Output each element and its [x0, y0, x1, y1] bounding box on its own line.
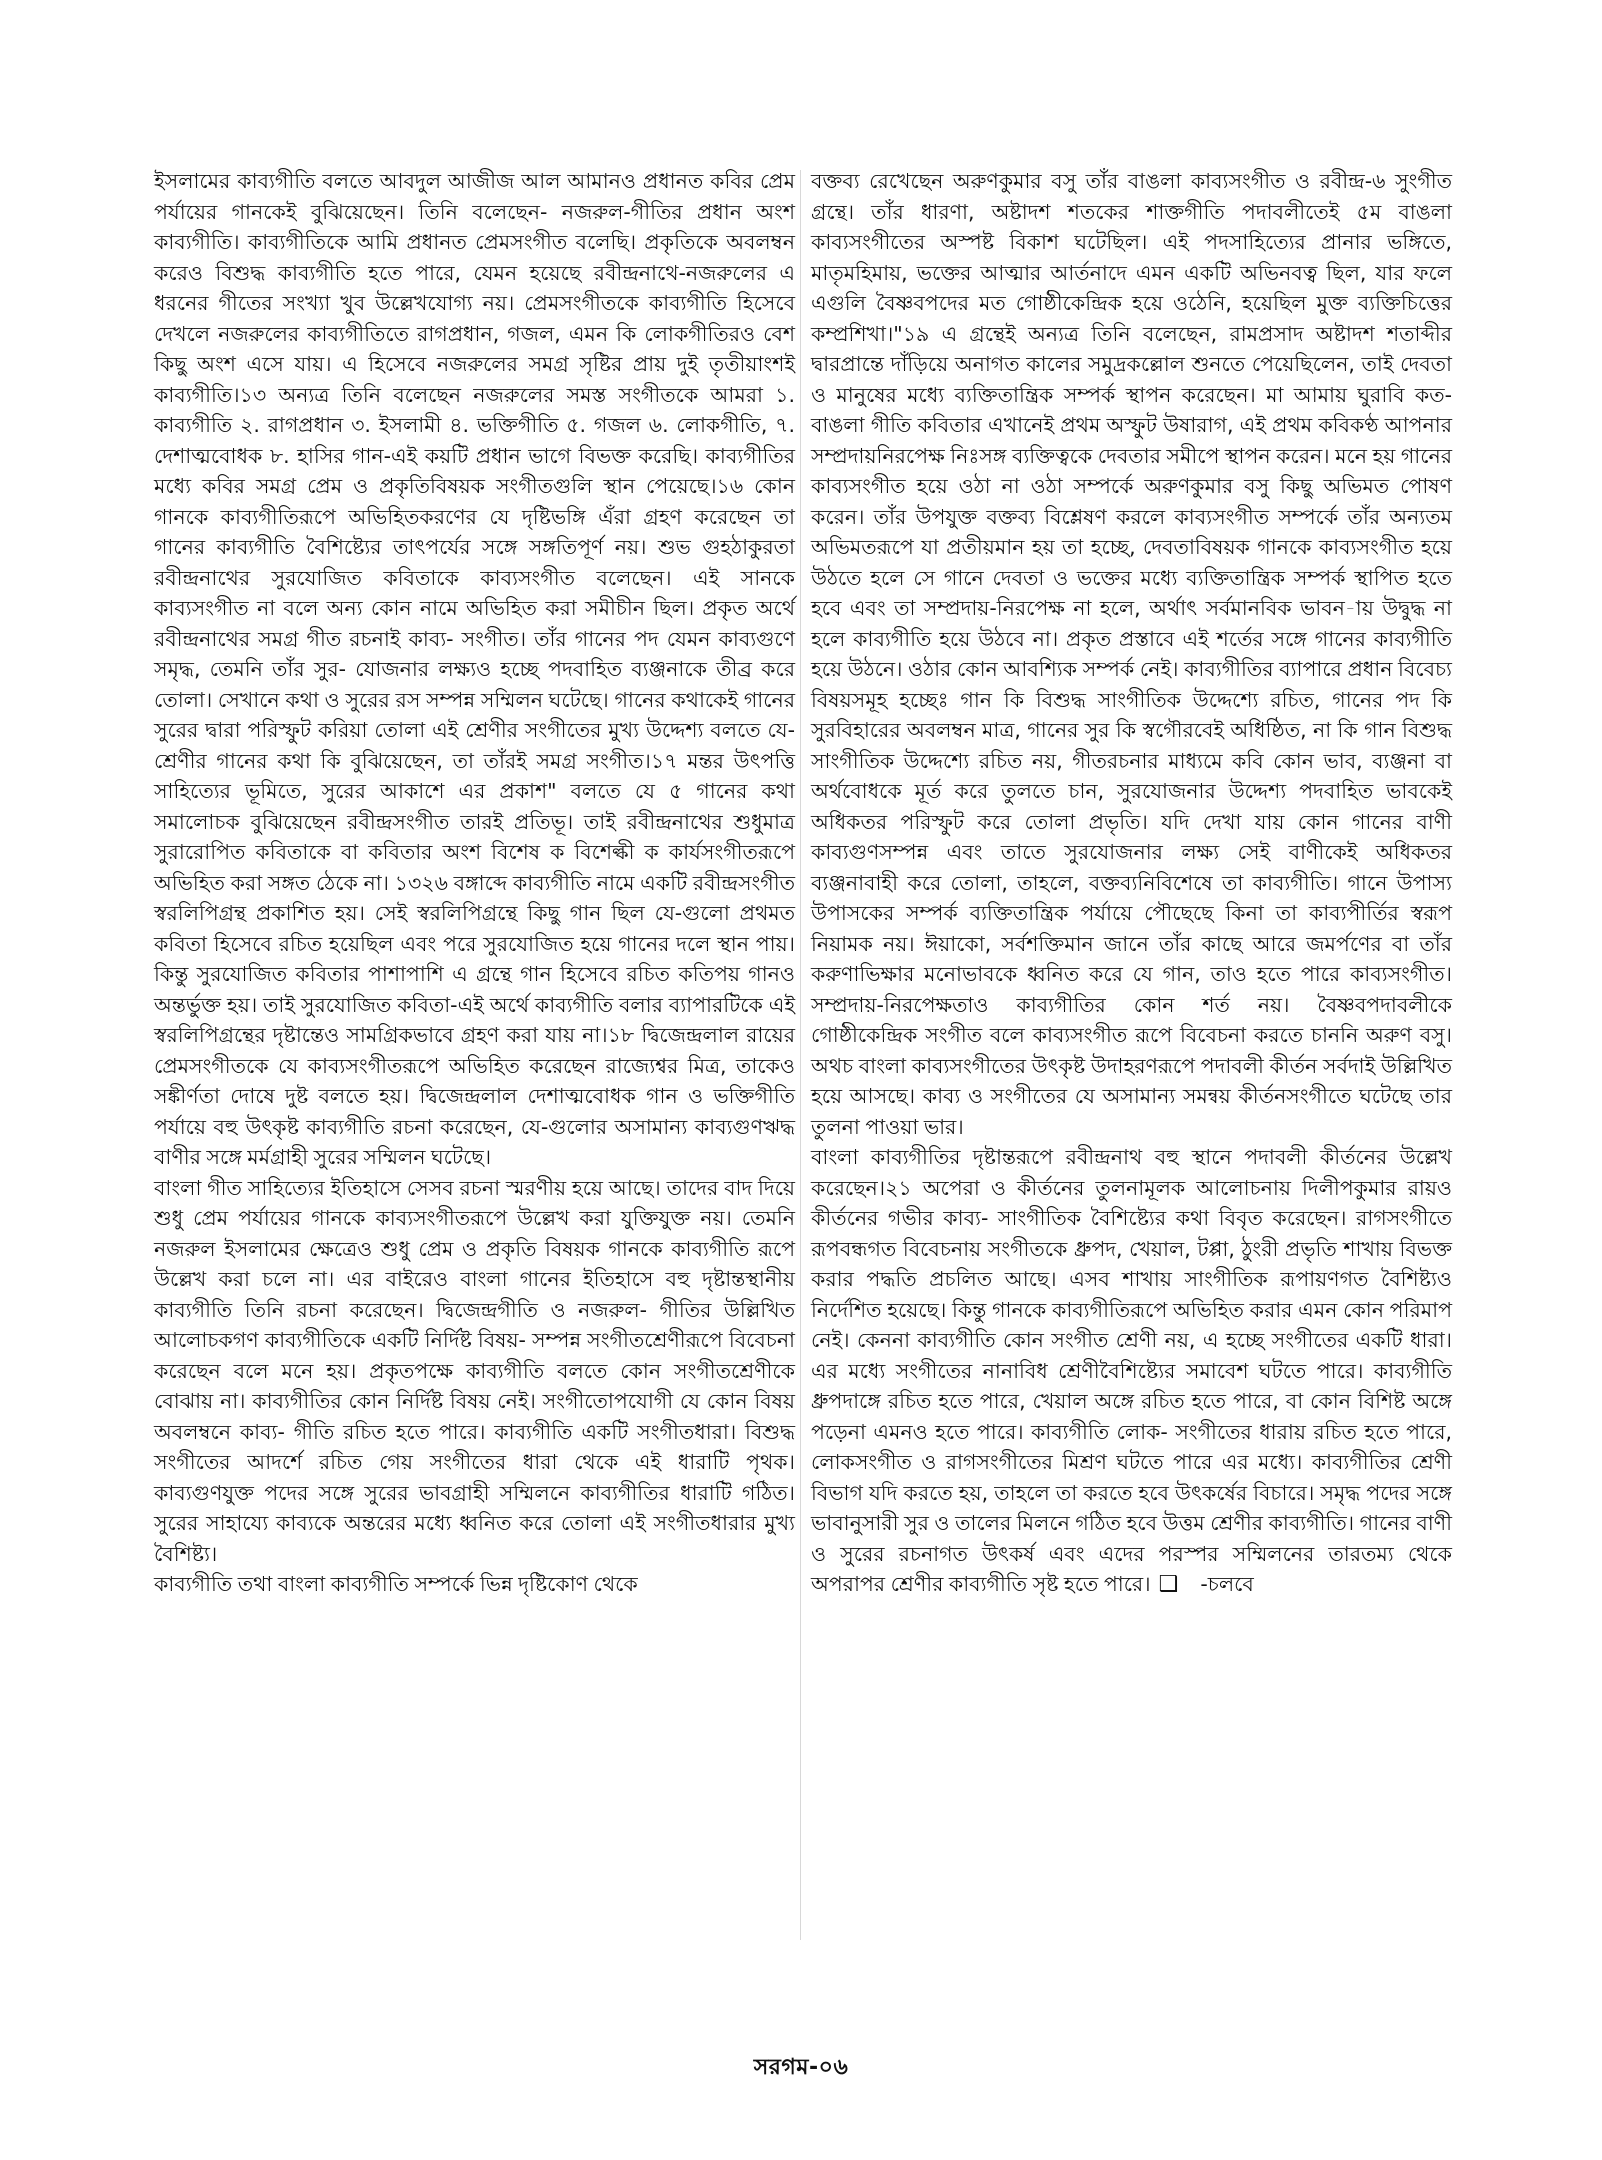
- page-number-footer: সরগম-০৬: [753, 2055, 849, 2080]
- left-paragraph-2: বাংলা গীত সাহিত্যের ইতিহাসে সেসব রচনা স্মরণীয় হয়ে আছে। তাদের বাদ দিয়ে শুধু প্রেম পর্যায়ের গানকে কাব্যসংগীতরূপে উল্লেখ করা যুক্তিযুক্ত নয়। তেমনি নজরুল ইসলামের ক্ষেত্রেও শুধু প্রেম ও প্রকৃতি বিষয়ক গানকে কাব্যগীতি রূপে উল্লেখ করা চলে না। এর বাইরেও বাংলা গানের ইতিহাসে বহু দৃষ্টান্তস্থানীয় কাব্যগীতি তিনি রচনা করেছেন। দ্বিজেন্দ্রগীতি ও নজরুল- গীতির উল্লিখিত আলোচকগণ কাব্যগীতিকে একটি নির্দিষ্ট বিষয়- সম্পন্ন সংগীতশ্রেণীরূপে বিবেচনা করেছেন বলে মনে হয়। প্রকৃতপক্ষে কাব্যগীতি বলতে কোন সংগীতশ্রেণীকে বোঝায় না। কাব্যগীতির কোন নির্দিষ্ট বিষয় নেই। সংগীতোপযোগী যে কোন বিষয় অবলম্বনে কাব্য- গীতি রচিত হতে পারে। কাব্যগীতি একটি সংগীতধারা। বিশুদ্ধ সংগীতের আদর্শে রচিত গেয় সংগীতের ধারা থেকে এই ধারাটি পৃথক। কাব্যগুণযুক্ত পদের সঙ্গে সুরের ভাবগ্রাহী সম্মিলনে কাব্যগীতির ধারাটি গঠিত। সুরের সাহায্যে কাব্যকে অন্তরের মধ্যে ধ্বনিত করে তোলা এই সংগীতধারার মুখ্য বৈশিষ্ট্য।: [154, 1175, 795, 1566]
- end-square-icon: ❑: [1158, 1572, 1179, 1597]
- left-paragraph-1: ইসলামের কাব্যগীতি বলতে আবদুল আজীজ আল আমানও প্রধানত কবির প্রেম পর্যায়ের গানকেই বুঝিয়েছেন। তিনি বলেছেন- নজরুল-গীতির প্রধান অংশ কাব্যগীতি। কাব্যগীতিকে আমি প্রধানত প্রেমসংগীত বলেছি। প্রকৃতিকে অবলম্বন করেও বিশুদ্ধ কাব্যগীতি হতে পারে, যেমন হয়েছে রবীন্দ্রনাথে-নজরুলের এ ধরনের গীতের সংখ্যা খুব উল্লেখযোগ্য নয়। প্রেমসংগীতকে কাব্যগীতি হিসেবে দেখলে নজরুলের কাব্যগীতিতে রাগপ্রধান, গজল, এমন কি লোকগীতিরও বেশ কিছু অংশ এসে যায়। এ হিসেবে নজরুলের সমগ্র সৃষ্টির প্রায় দুই তৃতীয়াংশই কাব্যগীতি।১৩ অন্যত্র তিনি বলেছেন নজরুলের সমস্ত সংগীতকে আমরা ১. কাব্যগীতি ২. রাগপ্রধান ৩. ইসলামী ৪. ভক্তিগীতি ৫. গজল ৬. লোকগীতি, ৭. দেশাত্মবোধক ৮. হাসির গান-এই কয়টি প্রধান ভাগে বিভক্ত করেছি। কাব্যগীতির মধ্যে কবির সমগ্র প্রেম ও প্রকৃতিবিষয়ক সংগীতগুলি স্থান পেয়েছে।১৬ কোন গানকে কাব্যগীতিরূপে অভিহিতকরণের যে দৃষ্টিভঙ্গি এঁরা গ্রহণ করেছেন তা গানের কাব্যগীতি বৈশিষ্ট্যের তাৎপর্যের সঙ্গে সঙ্গতিপূর্ণ নয়। শুভ গুহঠাকুরতা রবীন্দ্রনাথের সুরযোজিত কবিতাকে কাব্যসংগীত বলেছেন। এই সানকে কাব্যসংগীত না বলে অন্য কোন নামে অভিহিত করা সমীচীন ছিল। প্রকৃত অর্থে রবীন্দ্রনাথের সমগ্র গীত রচনাই কাব্য- সংগীত। তাঁর গানের পদ যেমন কাব্যগুণে সমৃদ্ধ, তেমনি তাঁর সুর- যোজনার লক্ষ্যও হচ্ছে পদবাহিত ব্যঞ্জনাকে তীব্র করে তোলা। সেখানে কথা ও সুরের রস সম্পন্ন সম্মিলন ঘটেছে। গানের কথাকেই গানের সুরের দ্বারা পরিস্ফুট করিয়া তোলা এই শ্রেণীর সংগীতের মুখ্য উদ্দেশ্য বলতে যে-শ্রেণীর গানের কথা কি বুঝিয়েছেন, তা তাঁরই সমগ্র সংগীত।১৭ মন্তর উৎপত্তি সাহিত্যের ভূমিতে, সুরের আকাশে এর প্রকাশ" বলতে যে ৫ গানের কথা সমালোচক বুঝিয়েছেন রবীন্দ্রসংগীত তারই প্রতিভূ। তাই রবীন্দ্রনাথের শুধুমাত্র সুরারোপিত কবিতাকে বা কবিতার অংশ বিশেষ ক বিশেল্কী ক কার্যসংগীতরূপে অভিহিত করা সঙ্গত ঠেকে না। ১৩২৬ বঙ্গাব্দে কাব্যগীতি নামে একটি রবীন্দ্রসংগীত স্বরলিপিগ্রন্থ প্রকাশিত হয়। সেই স্বরলিপিগ্রন্থে কিছু গান ছিল যে-গুলো প্রথমত কবিতা হিসেবে রচিত হয়েছিল এবং পরে সুরযোজিত হয়ে গানের দলে স্থান পায়। কিন্তু সুরযোজিত কবিতার পাশাপাশি এ গ্রন্থে গান হিসেবে রচিত কতিপয় গানও অন্তর্ভুক্ত হয়। তাই সুরযোজিত কবিতা-এই অর্থে কাব্যগীতি বলার ব্যাপারটিকে এই স্বরলিপিগ্রন্থের দৃষ্টান্তেও সামগ্রিকভাবে গ্রহণ করা যায় না।১৮ দ্বিজেন্দ্রলাল রায়ের প্রেমসংগীতকে যে কাব্যসংগীতরূপে অভিহিত করেছেন রাজ্যেশ্বর মিত্র, তাকেও সঙ্কীর্ণতা দোষে দুষ্ট বলতে হয়। দ্বিজেন্দ্রলাল দেশাত্মবোধক গান ও ভক্তিগীতি পর্যায়ে বহু উৎকৃষ্ট কাব্যগীতি রচনা করেছেন, যে-গুলোর অসামান্য কাব্যগুণঋদ্ধ বাণীর সঙ্গে মর্মগ্রাহী সুরের সম্মিলন ঘটেছে।: [154, 169, 795, 1169]
- column-divider: [800, 170, 801, 1940]
- right-paragraph-1: বক্তব্য রেখেছেন অরুণকুমার বসু তাঁর বাঙলা কাব্যসংগীত ও রবীন্দ্র-৬ সুংগীত গ্রন্থে। তাঁর ধারণা, অষ্টাদশ শতকের শাক্তগীতি পদাবলীতেই ৫ম বাঙলা কাব্যসংগীতের অস্পষ্ট বিকাশ ঘটেছিল। এই পদসাহিত্যের প্রানার ভঙ্গিতে, মাতৃমহিমায়, ভক্তের আত্মার আর্তনাদে এমন একটি অভিনবত্ব ছিল, যার ফলে এগুলি বৈষ্ণবপদের মত গোষ্ঠীকেন্দ্রিক হয়ে ওঠেনি, হয়েছিল মুক্ত ব্যক্তিচিত্তের কম্প্রশিখা।"১৯ এ গ্রন্থেই অন্যত্র তিনি বলেছেন, রামপ্রসাদ অষ্টাদশ শতাব্দীর দ্বারপ্রান্তে দাঁড়িয়ে অনাগত কালের সমুদ্রকল্লোল শুনতে পেয়েছিলেন, তাই দেবতা ও মানুষের মধ্যে ব্যক্তিতান্ত্রিক সম্পর্ক স্থাপন করেছেন। মা আমায় ঘুরাবি কত-বাঙলা গীতি কবিতার এখানেই প্রথম অস্ফুট উষারাগ, এই প্রথম কবিকণ্ঠ আপনার সম্প্রদায়নিরপেক্ষ নিঃসঙ্গ ব্যক্তিত্বকে দেবতার সমীপে স্থাপন করেন। মনে হয় গানের কাব্যসংগীত হয়ে ওঠা না ওঠা সম্পর্কে অরুণকুমার বসু কিছু অভিমত পোষণ করেন। তাঁর উপযুক্ত বক্তব্য বিশ্লেষণ করলে কাব্যসংগীত সম্পর্কে তাঁর অন্যতম অভিমতরূপে যা প্রতীয়মান হয় তা হচ্ছে, দেবতাবিষয়ক গানকে কাব্যসংগীত হয়ে উঠতে হলে সে গানে দেবতা ও ভক্তের মধ্যে ব্যক্তিতান্ত্রিক সম্পর্ক স্থাপিত হতে হবে এবং তা সম্প্রদায়-নিরপেক্ষ না হলে, অর্থাৎ সর্বমানবিক ভাবন-ায় উদ্বুদ্ধ না হলে কাব্যগীতি হয়ে উঠবে না। প্রকৃত প্রস্তাবে এই শর্তের সঙ্গে গানের কাব্যগীতি হয়ে উঠনে। ওঠার কোন আবশ্যিক সম্পর্ক নেই। কাব্যগীতির ব্যাপারে প্রধান বিবেচ্য বিষয়সমূহ হচ্ছেঃ গান কি বিশুদ্ধ সাংগীতিক উদ্দেশ্যে রচিত, গানের পদ কি সুরবিহারের অবলম্বন মাত্র, গানের সুর কি স্বগৌরবেই অধিষ্ঠিত, না কি গান বিশুদ্ধ সাংগীতিক উদ্দেশ্যে রচিত নয়, গীতরচনার মাধ্যমে কবি কোন ভাব, ব্যঞ্জনা বা অর্থবোধকে মূর্ত করে তুলতে চান, সুরযোজনার উদ্দেশ্য পদবাহিত ভাবকেই অধিকতর পরিস্ফুট করে তোলা প্রভৃতি। যদি দেখা যায় কোন গানের বাণী কাব্যগুণসম্পন্ন এবং তাতে সুরযোজনার লক্ষ্য সেই বাণীকেই অধিকতর ব্যঞ্জনাবাহী করে তোলা, তাহলে, বক্তব্যনিবিশেষে তা কাব্যগীতি। গানে উপাস্য উপাসকের সম্পর্ক ব্যক্তিতান্ত্রিক পর্যায়ে পৌছেছে কিনা তা কাব্যপীর্তির স্বরূপ নিয়ামক নয়। ঈয়াকো, সর্বশক্তিমান জানে তাঁর কাছে আরে জমর্পণের বা তাঁর করুণাভিক্ষার মনোভাবকে ধ্বনিত করে যে গান, তাও হতে পারে কাব্যসংগীত। সম্প্রদায়-নিরপেক্ষতাও কাব্যগীতির কোন শর্ত নয়। বৈষ্ণবপদাবলীকে গোষ্ঠীকেন্দ্রিক সংগীত বলে কাব্যসংগীত রূপে বিবেচনা করতে চাননি অরুণ বসু। অথচ বাংলা কাব্যসংগীতের উৎকৃষ্ট উদাহরণরূপে পদাবলী কীর্তন সর্বদাই উল্লিখিত হয়ে আসছে। কাব্য ও সংগীতের যে অসামান্য সমন্বয় কীর্তনসংগীতে ঘটেছে তার তুলনা পাওয়া ভার।: [811, 169, 1452, 1139]
- left-column: [154, 166, 795, 1600]
- left-paragraph-3: কাব্যগীতি তথা বাংলা কাব্যগীতি সম্পর্কে ভিন্ন দৃষ্টিকোণ থেকে: [154, 1572, 638, 1596]
- right-column: [811, 166, 1452, 1601]
- right-paragraph-2-text: বাংলা কাব্যগীতির দৃষ্টান্তরূপে রবীন্দ্রনাথ বহু স্থানে পদাবলী কীর্তনের উল্লেখ করেছেন।২১ অপেরা ও কীর্তনের তুলনামূলক আলোচনায় দিলীপকুমার রায়ও কীর্তনের গভীর কাব্য- সাংগীতিক বৈশিষ্ট্যের কথা বিবৃত করেছেন। রাগসংগীতে রূপবন্ধগত বিবেচনায় সংগীতকে ধ্রুপদ, খেয়াল, টপ্পা, ঠুংরী প্রভৃতি শাখায় বিভক্ত করার পদ্ধতি প্রচলিত আছে। এসব শাখায় সাংগীতিক রূপায়ণগত বৈশিষ্ট্যও নির্দেশিত হয়েছে। কিন্তু গানকে কাব্যগীতিরূপে অভিহিত করার এমন কোন পরিমাপ নেই। কেননা কাব্যগীতি কোন সংগীত শ্রেণী নয়, এ হচ্ছে সংগীতের একটি ধারা। এর মধ্যে সংগীতের নানাবিধ শ্রেণীবৈশিষ্ট্যের সমাবেশ ঘটতে পারে। কাব্যগীতি ধ্রুপদাঙ্গে রচিত হতে পারে, খেয়াল অঙ্গে রচিত হতে পারে, বা কোন বিশিষ্ট অঙ্গে পড়েনা এমনও হতে পারে। কাব্যগীতি লোক- সংগীতের ধারায় রচিত হতে পারে, লোকসংগীত ও রাগসংগীতের মিশ্রণ ঘটতে পারে এর মধ্যে। কাব্যগীতির শ্রেণী বিভাগ যদি করতে হয়, তাহলে তা করতে হবে উৎকর্ষের বিচারে। সমৃদ্ধ পদের সঙ্গে ভাবানুসারী সুর ও তালের মিলনে গঠিত হবে উত্তম শ্রেণীর কাব্যগীতি। গানের বাণী ও সুরের রচনাগত উৎকর্ষ এবং এদের পরস্পর সম্মিলনের তারতম্য থেকে অপরাপর শ্রেণীর কাব্যগীতি সৃষ্ট হতে পারে।: [811, 1145, 1452, 1596]
- right-paragraph-2: [811, 1142, 1452, 1601]
- continued-label: -চলবে: [1200, 1572, 1254, 1596]
